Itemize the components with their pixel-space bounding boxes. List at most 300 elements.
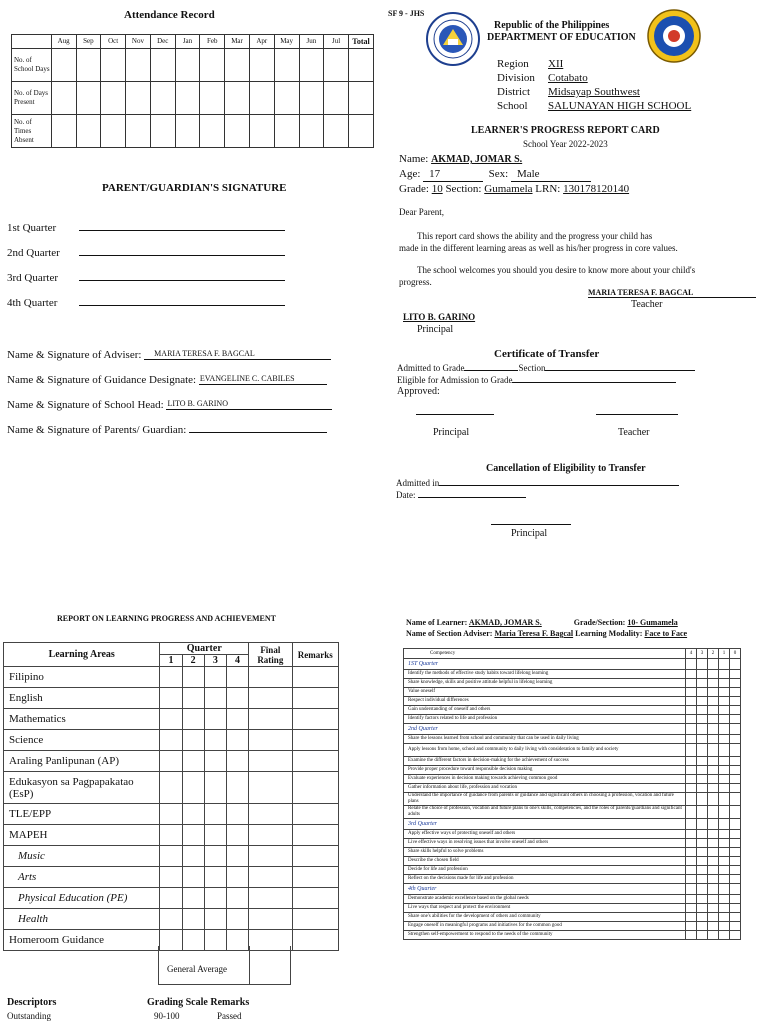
rating-cell[interactable] bbox=[708, 679, 719, 688]
grade-cell[interactable] bbox=[182, 751, 204, 772]
rating-cell[interactable] bbox=[730, 884, 741, 895]
rating-cell[interactable] bbox=[708, 806, 719, 819]
rating-cell[interactable] bbox=[697, 670, 708, 679]
attendance-cell[interactable] bbox=[101, 115, 126, 148]
rating-cell[interactable] bbox=[730, 857, 741, 866]
rating-cell[interactable] bbox=[730, 806, 741, 819]
rating-cell[interactable] bbox=[719, 659, 730, 670]
attendance-cell[interactable] bbox=[299, 82, 324, 115]
rating-cell[interactable] bbox=[686, 715, 697, 724]
rating-cell[interactable] bbox=[686, 670, 697, 679]
rating-cell[interactable] bbox=[708, 670, 719, 679]
rating-cell[interactable] bbox=[708, 766, 719, 775]
rating-cell[interactable] bbox=[686, 784, 697, 793]
attendance-cell[interactable] bbox=[126, 49, 151, 82]
cancel-body bbox=[396, 477, 679, 501]
rating-cell[interactable] bbox=[719, 875, 730, 884]
grade-cell[interactable] bbox=[204, 846, 226, 867]
grade-cell[interactable] bbox=[182, 730, 204, 751]
grade-cell[interactable] bbox=[249, 804, 292, 825]
grade-cell[interactable] bbox=[292, 846, 338, 867]
rating-cell[interactable] bbox=[686, 904, 697, 913]
competency-row bbox=[404, 784, 741, 793]
rating-cell[interactable] bbox=[730, 659, 741, 670]
attendance-cell[interactable] bbox=[349, 115, 374, 148]
competency-text: Apply effective ways of protecting oneself and others bbox=[404, 830, 686, 839]
rating-cell[interactable] bbox=[719, 766, 730, 775]
grade-cell[interactable] bbox=[182, 909, 204, 930]
grade-cell[interactable] bbox=[204, 888, 226, 909]
school-info bbox=[497, 57, 691, 113]
grade-cell[interactable] bbox=[204, 688, 226, 709]
rating-cell[interactable] bbox=[708, 688, 719, 697]
competency-text: Reflect on the decisions made for life and profession bbox=[404, 875, 686, 884]
grade-cell[interactable] bbox=[182, 846, 204, 867]
rating-cell[interactable] bbox=[697, 715, 708, 724]
rating-cell[interactable] bbox=[719, 679, 730, 688]
month-header: Feb bbox=[200, 35, 225, 49]
rating-cell[interactable] bbox=[708, 724, 719, 735]
rating-cell[interactable] bbox=[719, 884, 730, 895]
grade-cell[interactable] bbox=[160, 825, 182, 846]
quarter-signature-line[interactable] bbox=[79, 271, 285, 281]
grade-cell[interactable] bbox=[204, 909, 226, 930]
rating-cell[interactable] bbox=[719, 715, 730, 724]
grade-cell[interactable] bbox=[182, 772, 204, 804]
rating-cell[interactable] bbox=[686, 819, 697, 830]
grade-cell[interactable] bbox=[249, 846, 292, 867]
attendance-cell[interactable] bbox=[200, 115, 225, 148]
rating-cell[interactable] bbox=[730, 706, 741, 715]
grade-cell[interactable] bbox=[292, 751, 338, 772]
grade-cell[interactable] bbox=[204, 751, 226, 772]
grade-cell[interactable] bbox=[204, 804, 226, 825]
rating-cell[interactable] bbox=[719, 670, 730, 679]
rating-cell[interactable] bbox=[686, 744, 697, 757]
grade-cell[interactable] bbox=[160, 667, 182, 688]
rating-cell[interactable] bbox=[686, 659, 697, 670]
rating-cell[interactable] bbox=[730, 904, 741, 913]
rating-cell[interactable] bbox=[708, 784, 719, 793]
grade-cell[interactable] bbox=[204, 709, 226, 730]
grade-cell[interactable] bbox=[160, 751, 182, 772]
rating-cell[interactable] bbox=[708, 904, 719, 913]
rating-cell[interactable] bbox=[686, 766, 697, 775]
rating-cell[interactable] bbox=[719, 857, 730, 866]
grade-cell[interactable] bbox=[204, 667, 226, 688]
grade-cell[interactable] bbox=[249, 888, 292, 909]
grade-cell[interactable] bbox=[160, 867, 182, 888]
quarter-heading-row bbox=[404, 659, 741, 670]
attendance-cell[interactable] bbox=[225, 115, 250, 148]
quarter-signature-line[interactable] bbox=[79, 246, 285, 256]
rating-cell[interactable] bbox=[719, 784, 730, 793]
card-title: LEARNER'S PROGRESS REPORT CARD bbox=[471, 125, 660, 136]
learning-area-label: Araling Panlipunan (AP) bbox=[4, 751, 160, 772]
rating-cell[interactable] bbox=[686, 848, 697, 857]
quarter-label: 2nd Quarter bbox=[7, 247, 60, 259]
rating-cell[interactable] bbox=[697, 866, 708, 875]
rating-cell[interactable] bbox=[708, 895, 719, 904]
attendance-cell[interactable] bbox=[175, 82, 200, 115]
grade-cell[interactable] bbox=[226, 888, 248, 909]
rating-cell[interactable] bbox=[697, 744, 708, 757]
attendance-cell[interactable] bbox=[150, 82, 175, 115]
quarter-signature-row bbox=[7, 246, 285, 259]
rating-cell[interactable] bbox=[730, 697, 741, 706]
rating-cell[interactable] bbox=[719, 904, 730, 913]
head-signature bbox=[7, 398, 332, 411]
rating-cell[interactable] bbox=[686, 697, 697, 706]
rating-cell[interactable] bbox=[686, 806, 697, 819]
rating-cell[interactable] bbox=[686, 895, 697, 904]
rating-cell[interactable] bbox=[730, 715, 741, 724]
grade-cell[interactable] bbox=[226, 825, 248, 846]
grade-cell[interactable] bbox=[226, 804, 248, 825]
rating-cell[interactable] bbox=[708, 757, 719, 766]
rating-cell[interactable] bbox=[730, 793, 741, 806]
grade-cell[interactable] bbox=[249, 730, 292, 751]
rating-cell[interactable] bbox=[719, 757, 730, 766]
rating-cell[interactable] bbox=[686, 931, 697, 940]
rating-cell[interactable] bbox=[730, 913, 741, 922]
col-quarter: Quarter bbox=[160, 643, 249, 655]
rating-cell[interactable] bbox=[708, 884, 719, 895]
month-header: Apr bbox=[249, 35, 274, 49]
grade-cell[interactable] bbox=[182, 667, 204, 688]
eligible-label: Eligible for Admission to Grade bbox=[397, 375, 513, 385]
rating-cell[interactable] bbox=[686, 735, 697, 744]
grade-cell[interactable] bbox=[226, 709, 248, 730]
rating-cell[interactable] bbox=[697, 895, 708, 904]
grade-cell[interactable] bbox=[160, 909, 182, 930]
attendance-cell[interactable] bbox=[324, 115, 349, 148]
rating-cell[interactable] bbox=[708, 659, 719, 670]
rating-cell[interactable] bbox=[697, 757, 708, 766]
rating-cell[interactable] bbox=[697, 735, 708, 744]
greeting: Dear Parent, bbox=[399, 207, 444, 217]
attendance-cell[interactable] bbox=[101, 82, 126, 115]
attendance-cell[interactable] bbox=[51, 49, 76, 82]
deped-seal-icon bbox=[426, 12, 480, 66]
rating-cell[interactable] bbox=[719, 735, 730, 744]
rating-cell[interactable] bbox=[697, 806, 708, 819]
rating-cell[interactable] bbox=[697, 724, 708, 735]
division-seal-icon bbox=[647, 9, 701, 63]
grade-cell[interactable] bbox=[292, 930, 338, 951]
grade-cell[interactable] bbox=[292, 888, 338, 909]
rating-cell[interactable] bbox=[708, 706, 719, 715]
rating-cell[interactable] bbox=[708, 848, 719, 857]
attendance-cell[interactable] bbox=[349, 82, 374, 115]
attendance-cell[interactable] bbox=[51, 115, 76, 148]
rating-cell[interactable] bbox=[697, 784, 708, 793]
rating-cell[interactable] bbox=[708, 775, 719, 784]
rating-cell[interactable] bbox=[730, 688, 741, 697]
rating-cell[interactable] bbox=[697, 857, 708, 866]
competency-text: Value oneself bbox=[404, 688, 686, 697]
attendance-cell[interactable] bbox=[126, 82, 151, 115]
rating-cell[interactable] bbox=[719, 895, 730, 904]
attendance-cell[interactable] bbox=[225, 82, 250, 115]
rating-cell[interactable] bbox=[708, 793, 719, 806]
quarter-number: 1 bbox=[160, 655, 182, 667]
attendance-cell[interactable] bbox=[150, 49, 175, 82]
rating-cell[interactable] bbox=[686, 724, 697, 735]
grade-cell[interactable] bbox=[182, 825, 204, 846]
rating-cell[interactable] bbox=[730, 757, 741, 766]
attendance-cell[interactable] bbox=[175, 115, 200, 148]
rating-cell[interactable] bbox=[719, 706, 730, 715]
rating-cell[interactable] bbox=[697, 766, 708, 775]
rating-cell[interactable] bbox=[686, 830, 697, 839]
grade-cell[interactable] bbox=[182, 867, 204, 888]
quarter-signature-line[interactable] bbox=[79, 296, 285, 306]
grade-cell[interactable] bbox=[160, 888, 182, 909]
grade-cell[interactable] bbox=[226, 688, 248, 709]
rating-cell[interactable] bbox=[730, 784, 741, 793]
rating-cell[interactable] bbox=[730, 766, 741, 775]
rating-cell[interactable] bbox=[686, 793, 697, 806]
grade-cell[interactable] bbox=[249, 688, 292, 709]
attendance-cell[interactable] bbox=[101, 49, 126, 82]
grade-cell[interactable] bbox=[249, 667, 292, 688]
rating-cell[interactable] bbox=[730, 819, 741, 830]
descriptors-label: Descriptors bbox=[7, 997, 57, 1008]
rating-cell[interactable] bbox=[686, 839, 697, 848]
rating-cell[interactable] bbox=[708, 735, 719, 744]
rating-cell[interactable] bbox=[686, 757, 697, 766]
rating-cell[interactable] bbox=[697, 848, 708, 857]
attendance-cell[interactable] bbox=[76, 49, 101, 82]
rating-cell[interactable] bbox=[708, 830, 719, 839]
competency-row bbox=[404, 679, 741, 688]
grade-cell[interactable] bbox=[226, 730, 248, 751]
rating-cell[interactable] bbox=[697, 913, 708, 922]
attendance-cell[interactable] bbox=[274, 49, 299, 82]
grade-cell[interactable] bbox=[292, 804, 338, 825]
letter-p1a: This report card shows the ability and the progress your child has bbox=[417, 231, 653, 241]
rating-cell[interactable] bbox=[730, 830, 741, 839]
rating-cell[interactable] bbox=[686, 706, 697, 715]
transfer-principal-line bbox=[416, 414, 494, 415]
attendance-cell[interactable] bbox=[150, 115, 175, 148]
rating-cell[interactable] bbox=[686, 866, 697, 875]
rating-cell[interactable] bbox=[719, 724, 730, 735]
grade-cell[interactable] bbox=[182, 688, 204, 709]
principal-name: LITO B. GARINO bbox=[403, 312, 476, 322]
rating-cell[interactable] bbox=[719, 913, 730, 922]
rating-cell[interactable] bbox=[708, 875, 719, 884]
rating-cell[interactable] bbox=[730, 895, 741, 904]
rating-cell[interactable] bbox=[719, 819, 730, 830]
grade-cell[interactable] bbox=[226, 772, 248, 804]
rating-cell[interactable] bbox=[697, 793, 708, 806]
rating-cell[interactable] bbox=[719, 793, 730, 806]
quarter-signature-row bbox=[7, 296, 285, 309]
rating-cell[interactable] bbox=[719, 688, 730, 697]
rating-cell[interactable] bbox=[686, 913, 697, 922]
rating-cell[interactable] bbox=[697, 931, 708, 940]
attendance-cell[interactable] bbox=[76, 82, 101, 115]
rating-cell[interactable] bbox=[697, 875, 708, 884]
grade-cell[interactable] bbox=[160, 846, 182, 867]
rating-cell[interactable] bbox=[697, 830, 708, 839]
grade-cell[interactable] bbox=[226, 909, 248, 930]
rating-cell[interactable] bbox=[686, 875, 697, 884]
rating-cell[interactable] bbox=[730, 735, 741, 744]
rating-cell[interactable] bbox=[719, 775, 730, 784]
rating-cell[interactable] bbox=[730, 875, 741, 884]
rating-cell[interactable] bbox=[719, 806, 730, 819]
grade-cell[interactable] bbox=[160, 688, 182, 709]
rating-cell[interactable] bbox=[686, 857, 697, 866]
rating-cell[interactable] bbox=[686, 679, 697, 688]
admitted-line bbox=[464, 363, 518, 371]
grade-cell[interactable] bbox=[226, 751, 248, 772]
grade-cell[interactable] bbox=[249, 825, 292, 846]
rating-cell[interactable] bbox=[697, 839, 708, 848]
rating-cell[interactable] bbox=[697, 659, 708, 670]
attendance-cell[interactable] bbox=[249, 49, 274, 82]
rating-cell[interactable] bbox=[686, 688, 697, 697]
grade-cell[interactable] bbox=[249, 772, 292, 804]
rating-cell[interactable] bbox=[719, 830, 730, 839]
rating-cell[interactable] bbox=[708, 922, 719, 931]
month-header: Jun bbox=[299, 35, 324, 49]
attendance-cell[interactable] bbox=[299, 49, 324, 82]
attendance-cell[interactable] bbox=[249, 82, 274, 115]
rating-cell[interactable] bbox=[697, 884, 708, 895]
rating-cell[interactable] bbox=[719, 866, 730, 875]
rating-cell[interactable] bbox=[719, 922, 730, 931]
attendance-cell[interactable] bbox=[126, 115, 151, 148]
rating-cell[interactable] bbox=[730, 724, 741, 735]
attendance-cell[interactable] bbox=[200, 82, 225, 115]
name-label: Name: bbox=[399, 153, 429, 165]
rating-cell[interactable] bbox=[697, 819, 708, 830]
rating-cell[interactable] bbox=[730, 670, 741, 679]
rating-cell[interactable] bbox=[708, 715, 719, 724]
rating-cell[interactable] bbox=[730, 848, 741, 857]
attendance-row-label: No. of School Days bbox=[12, 49, 52, 82]
grade-cell[interactable] bbox=[204, 772, 226, 804]
rating-cell[interactable] bbox=[697, 688, 708, 697]
attendance-cell[interactable] bbox=[200, 49, 225, 82]
grade-cell[interactable] bbox=[182, 709, 204, 730]
rating-cell[interactable] bbox=[730, 922, 741, 931]
rating-cell[interactable] bbox=[708, 913, 719, 922]
grade-section-value: 10- Gumamela bbox=[627, 618, 678, 627]
rating-cell[interactable] bbox=[708, 697, 719, 706]
competency-row bbox=[404, 706, 741, 715]
grade-cell[interactable] bbox=[292, 909, 338, 930]
rating-cell[interactable] bbox=[730, 679, 741, 688]
guidance-signature bbox=[7, 373, 327, 386]
rating-cell[interactable] bbox=[686, 922, 697, 931]
grade-cell[interactable] bbox=[160, 772, 182, 804]
general-average-divider bbox=[249, 946, 250, 984]
grade-cell[interactable] bbox=[226, 667, 248, 688]
grade-cell[interactable] bbox=[160, 709, 182, 730]
grade-cell[interactable] bbox=[204, 825, 226, 846]
attendance-cell[interactable] bbox=[274, 82, 299, 115]
grade-cell[interactable] bbox=[226, 846, 248, 867]
rating-cell[interactable] bbox=[697, 706, 708, 715]
grade-cell[interactable] bbox=[160, 804, 182, 825]
grade-cell[interactable] bbox=[292, 709, 338, 730]
grade-cell[interactable] bbox=[160, 730, 182, 751]
grade-cell[interactable] bbox=[292, 667, 338, 688]
grade-cell[interactable] bbox=[204, 730, 226, 751]
attendance-cell[interactable] bbox=[324, 49, 349, 82]
rating-cell[interactable] bbox=[686, 775, 697, 784]
attendance-cell[interactable] bbox=[76, 115, 101, 148]
attendance-cell[interactable] bbox=[51, 82, 76, 115]
rating-cell[interactable] bbox=[697, 775, 708, 784]
attendance-cell[interactable] bbox=[175, 49, 200, 82]
competency-row bbox=[404, 688, 741, 697]
district-label: District bbox=[497, 86, 530, 98]
rating-cell[interactable] bbox=[708, 866, 719, 875]
rating-cell[interactable] bbox=[719, 744, 730, 757]
attendance-cell[interactable] bbox=[324, 82, 349, 115]
grade-cell[interactable] bbox=[292, 730, 338, 751]
rating-cell[interactable] bbox=[719, 839, 730, 848]
rating-cell[interactable] bbox=[708, 744, 719, 757]
grade-cell[interactable] bbox=[249, 909, 292, 930]
grade-cell[interactable] bbox=[292, 688, 338, 709]
rating-cell[interactable] bbox=[686, 884, 697, 895]
attendance-cell[interactable] bbox=[349, 49, 374, 82]
grade-cell[interactable] bbox=[182, 804, 204, 825]
quarter-signature-line[interactable] bbox=[79, 221, 285, 231]
grade-cell[interactable] bbox=[292, 825, 338, 846]
rating-cell[interactable] bbox=[730, 839, 741, 848]
grade-cell[interactable] bbox=[292, 867, 338, 888]
attendance-cell[interactable] bbox=[274, 115, 299, 148]
grade-cell[interactable] bbox=[226, 867, 248, 888]
school-value: SALUNAYAN HIGH SCHOOL bbox=[548, 100, 692, 112]
attendance-cell[interactable] bbox=[299, 115, 324, 148]
rating-cell[interactable] bbox=[708, 819, 719, 830]
grade-cell[interactable] bbox=[249, 751, 292, 772]
grade-cell[interactable] bbox=[249, 867, 292, 888]
rating-cell[interactable] bbox=[730, 866, 741, 875]
grade-cell[interactable] bbox=[292, 772, 338, 804]
rating-cell[interactable] bbox=[697, 679, 708, 688]
grade-cell[interactable] bbox=[204, 867, 226, 888]
rating-cell[interactable] bbox=[697, 904, 708, 913]
rating-cell[interactable] bbox=[697, 697, 708, 706]
rating-cell[interactable] bbox=[697, 922, 708, 931]
rating-cell[interactable] bbox=[708, 857, 719, 866]
attendance-cell[interactable] bbox=[225, 49, 250, 82]
scale-header: 0 bbox=[730, 649, 741, 659]
rating-cell[interactable] bbox=[730, 744, 741, 757]
head-line bbox=[166, 400, 332, 410]
rating-cell[interactable] bbox=[719, 931, 730, 940]
rating-cell[interactable] bbox=[730, 775, 741, 784]
rating-cell[interactable] bbox=[708, 931, 719, 940]
grade-cell[interactable] bbox=[182, 888, 204, 909]
grade-cell[interactable] bbox=[249, 709, 292, 730]
rating-cell[interactable] bbox=[719, 848, 730, 857]
rating-cell[interactable] bbox=[719, 697, 730, 706]
rating-cell[interactable] bbox=[708, 839, 719, 848]
attendance-cell[interactable] bbox=[249, 115, 274, 148]
rating-cell[interactable] bbox=[730, 931, 741, 940]
